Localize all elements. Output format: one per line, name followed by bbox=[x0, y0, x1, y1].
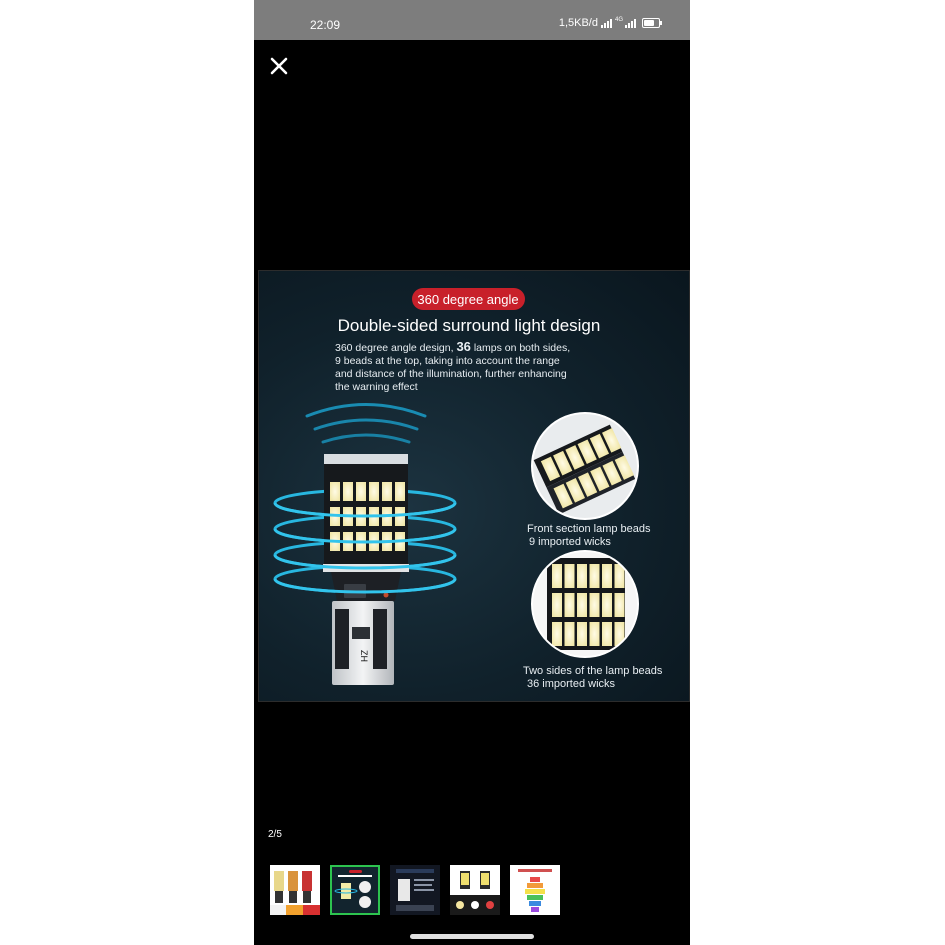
battery-icon bbox=[642, 18, 660, 28]
network-type: 4G bbox=[614, 17, 623, 23]
side-detail-led-bead bbox=[590, 593, 600, 617]
description-line-4: the warning effect bbox=[335, 381, 418, 393]
side-detail-led-bead bbox=[577, 622, 587, 646]
network-speed: 1,5KB/d bbox=[558, 17, 598, 29]
front-beads-detail bbox=[532, 413, 639, 519]
thumbnail-strip bbox=[270, 865, 560, 915]
side-detail-led-bead bbox=[552, 564, 562, 588]
side-detail-led-bead bbox=[565, 564, 575, 588]
side-detail-led-bead bbox=[602, 564, 612, 588]
bulb-led-bead bbox=[369, 482, 379, 501]
close-button[interactable] bbox=[268, 55, 290, 77]
side-detail-led-bead bbox=[590, 564, 600, 588]
signal-icon bbox=[601, 18, 612, 28]
description-line-1: 360 degree angle design, 36 lamps on both sides, bbox=[335, 339, 571, 354]
side-detail-led-bead bbox=[577, 593, 587, 617]
bulb-led-bead bbox=[343, 482, 353, 501]
bulb-led-bead bbox=[330, 482, 340, 501]
description bbox=[335, 339, 570, 393]
product-image[interactable] bbox=[258, 270, 690, 702]
svg-text:Two sides of the lamp beads: Two sides of the lamp beads bbox=[523, 665, 663, 677]
thumbnail-2[interactable] bbox=[330, 865, 380, 915]
front-caption bbox=[527, 523, 651, 548]
side-detail-led-bead bbox=[577, 564, 587, 588]
angle-badge bbox=[412, 288, 525, 310]
sides-caption bbox=[523, 665, 663, 690]
bulb-led-bead bbox=[382, 482, 392, 501]
svg-text:9 imported wicks: 9 imported wicks bbox=[529, 536, 611, 548]
thumbnail-3[interactable] bbox=[390, 865, 440, 915]
status-indicators bbox=[559, 17, 660, 29]
status-bar bbox=[254, 0, 690, 40]
status-time: 22:09 bbox=[310, 18, 341, 32]
image-viewer-screen bbox=[254, 0, 690, 945]
top-light-arcs bbox=[307, 405, 425, 443]
side-detail-led-bead bbox=[552, 622, 562, 646]
svg-text:36 imported wicks: 36 imported wicks bbox=[527, 678, 616, 690]
side-beads-detail bbox=[531, 551, 639, 659]
bulb-led-bead bbox=[395, 482, 405, 501]
chip-mark: ZH bbox=[359, 650, 369, 662]
close-icon bbox=[268, 55, 290, 77]
side-detail-led-bead bbox=[615, 622, 625, 646]
home-indicator[interactable] bbox=[410, 934, 534, 939]
thumbnail-4[interactable] bbox=[450, 865, 500, 915]
description-line-2: 9 beads at the top, taking into account the range bbox=[335, 355, 560, 367]
bulb-led-bead bbox=[356, 482, 366, 501]
side-detail-led-bead bbox=[565, 593, 575, 617]
side-detail-led-bead bbox=[602, 622, 612, 646]
signal-icon-2 bbox=[625, 18, 636, 28]
svg-text:Front section lamp beads: Front section lamp beads bbox=[527, 523, 651, 535]
side-detail-led-bead bbox=[590, 622, 600, 646]
page-counter: 2/5 bbox=[268, 829, 282, 840]
thumbnail-5[interactable] bbox=[510, 865, 560, 915]
side-detail-led-bead bbox=[552, 593, 562, 617]
side-detail-led-bead bbox=[602, 593, 612, 617]
description-line-3: and distance of the illumination, further enhancing bbox=[335, 368, 567, 380]
side-detail-led-bead bbox=[565, 622, 575, 646]
side-detail-led-bead bbox=[615, 593, 625, 617]
headline: Double-sided surround light design bbox=[337, 316, 601, 335]
badge-text: 360 degree angle bbox=[417, 292, 519, 307]
thumbnail-1[interactable] bbox=[270, 865, 320, 915]
led-bulb bbox=[323, 454, 409, 685]
